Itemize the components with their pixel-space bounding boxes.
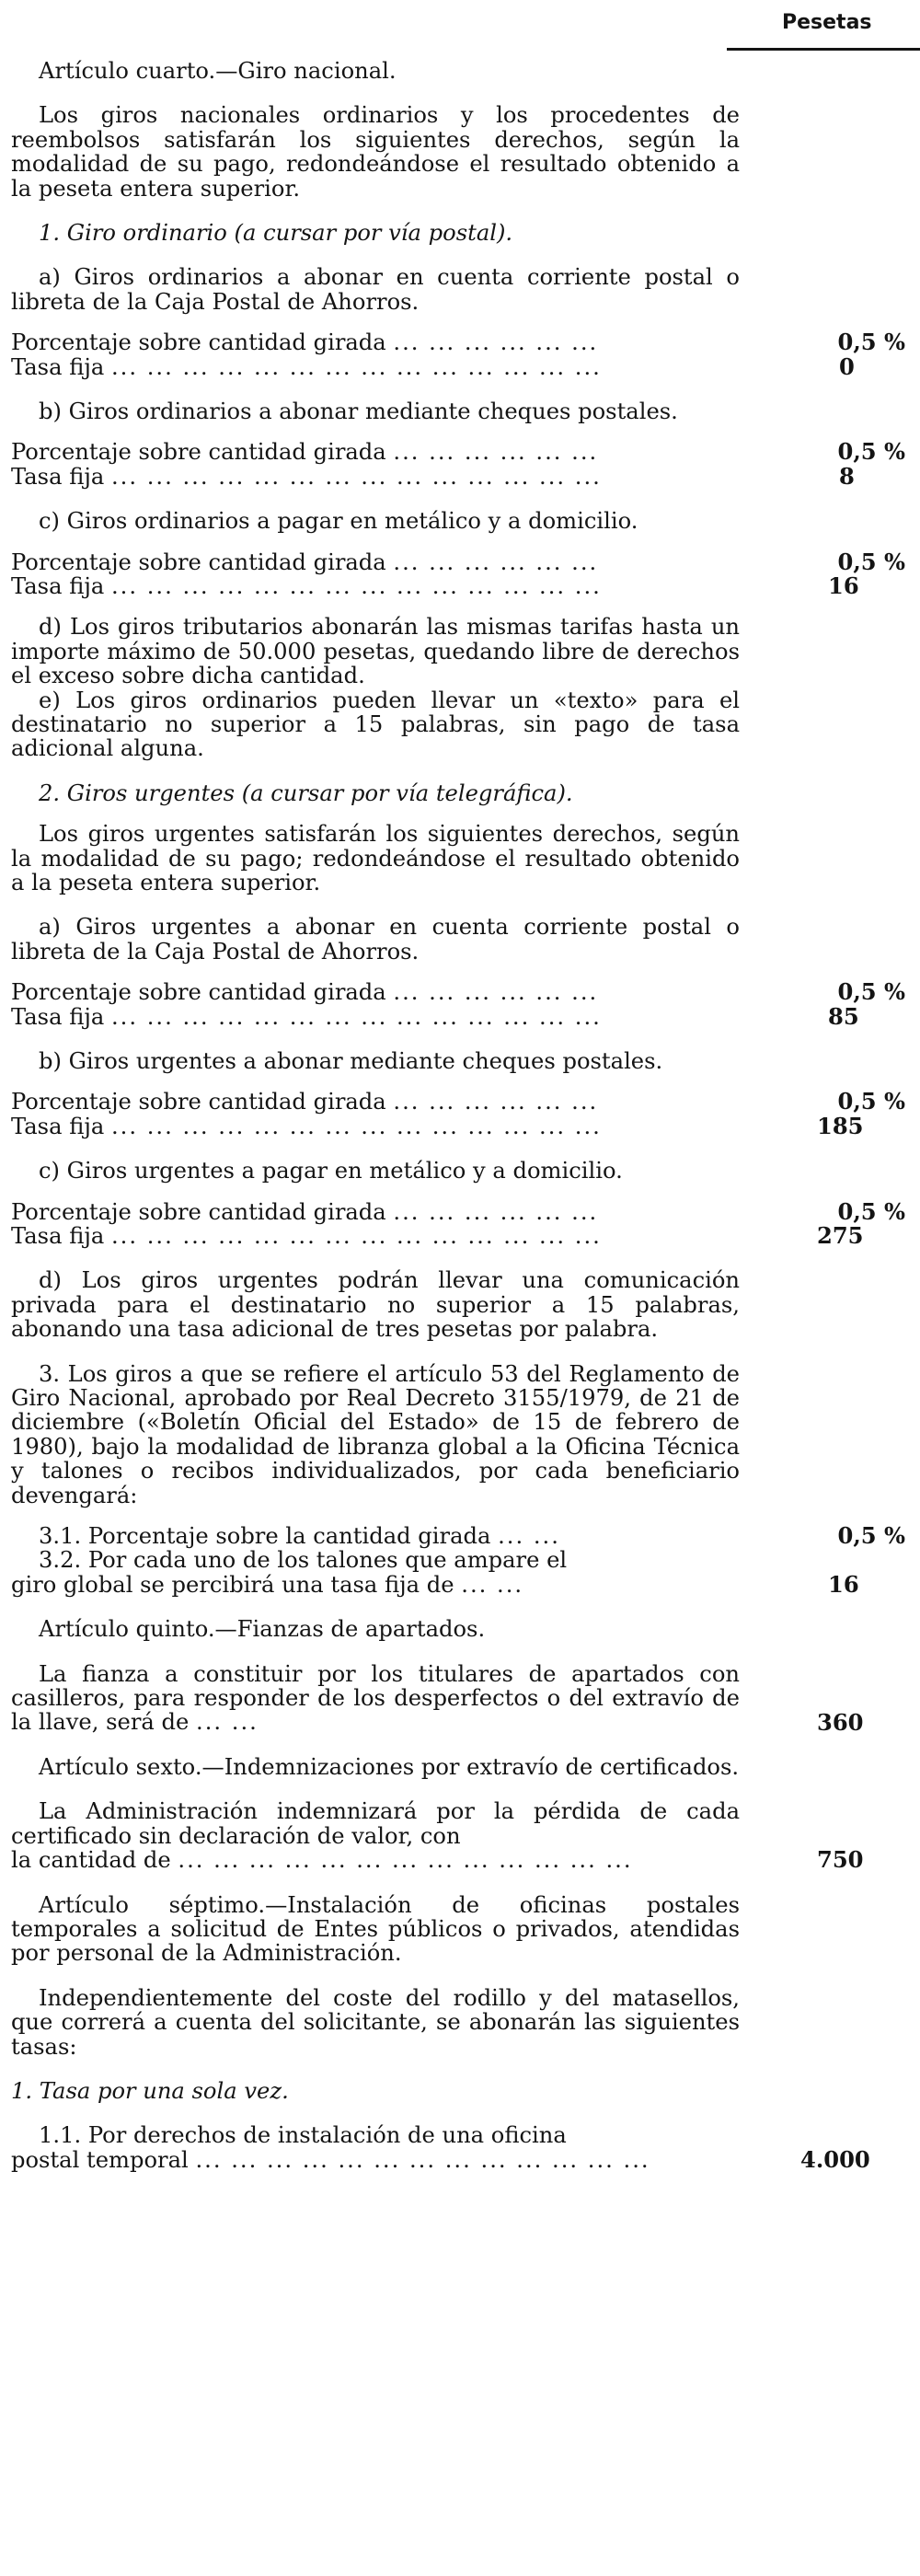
s3-2-value: 16 (828, 1570, 859, 1598)
art7-intro: Independientemente del coste del rodillo y del matasellos, que correrá a cuenta del solicitante, se abonarán las siguientes tasas: (11, 1984, 740, 2060)
s1b-pct-value: 0,5 % (837, 438, 905, 466)
s2a-pct-row: Porcentaje sobre cantidad girada ... ... ... ... ... ... 0,5 % (11, 978, 905, 1006)
art4-intro: Los giros nacionales ordinarios y los procedentes de reembolsos satisfarán los siguientes derechos, según la modalidad de su pago, redondeándose el resultado obtenido a la peseta entera superior. (11, 102, 740, 202)
art6-title: Artículo sexto.—Indemnizaciones por extravío de certificados. (39, 1753, 740, 1780)
art4-s2-intro: Los giros urgentes satisfarán los siguientes derechos, según la modalidad de su pago; redondeándose el resultado obtenido a la peseta entera superior. (11, 821, 740, 896)
s1a-pct-row: Porcentaje sobre cantidad girada ... ... ... ... ... ... 0,5 % (11, 329, 905, 356)
header-rule (727, 48, 920, 51)
s1c-pct-row: Porcentaje sobre cantidad girada ... ... ... ... ... ... 0,5 % (11, 548, 905, 575)
indemn-row: la cantidad de ... ... ... ... ... ... ... ... ... ... ... ... ... 750 (11, 1846, 864, 1874)
s2c-pct-row: Porcentaje sobre cantidad girada ... ... ... ... ... ... 0,5 % (11, 1197, 905, 1225)
s1a-fija-label: Tasa fija (11, 353, 105, 380)
art4-s1e: e) Los giros ordinarios pueden llevar un «texto» para el destinatario no superior a 15 palabras, sin pago de tasa adicional alguna. (11, 687, 740, 762)
s3-2b-row: giro global se percibirá una tasa fija de ... ... 16 (11, 1570, 859, 1598)
s2c-fija-row: Tasa fija ... ... ... ... ... ... ... ... ... ... ... ... ... ... 275 (11, 1222, 864, 1250)
s1c-fija-value: 16 (828, 572, 859, 600)
s2b-pct-value: 0,5 % (837, 1088, 905, 1115)
art7-s1-title (11, 2079, 740, 2103)
s1b-pct-label: Porcentaje sobre cantidad girada (11, 439, 386, 466)
s3-2b-label: giro global se percibirá una tasa fija de (11, 1571, 454, 1598)
art4-s1d: d) Los giros tributarios abonarán las mismas tarifas hasta un importe máximo de 50.000 pesetas, quedando libre de derechos el exceso sobre dicha cantidad. (11, 614, 740, 689)
art7-s1-title-text: 1. Tasa por una sola vez. (11, 2077, 289, 2104)
s1c-pct-label: Porcentaje sobre cantidad girada (11, 549, 386, 575)
art4-s1-title (11, 221, 740, 245)
s2a-fija-value: 85 (828, 1002, 859, 1030)
s3-2a-label: 3.2. Por cada uno de los talones que ampare el (39, 1547, 568, 1574)
s1a-pct-label: Porcentaje sobre cantidad girada (11, 329, 386, 356)
s2c-fija-label: Tasa fija (11, 1223, 105, 1250)
s2a-pct-value: 0,5 % (837, 978, 905, 1006)
art4-s2d: d) Los giros urgentes podrán llevar una comunicación privada para el destinatario no superior a 15 palabras, abonando una tasa adicional de tres pesetas por palabra. (11, 1267, 740, 1343)
art4-title: Artículo cuarto.—Giro nacional. (39, 58, 397, 84)
document-body (11, 53, 920, 2172)
s1b-fija-value: 8 (839, 462, 855, 490)
s2b-fija-label: Tasa fija (11, 1113, 105, 1139)
s3-1-label: 3.1. Porcentaje sobre la cantidad girada (39, 1523, 491, 1550)
s2b-pct-label: Porcentaje sobre cantidad girada (11, 1089, 386, 1115)
s2a-fija-row: Tasa fija ... ... ... ... ... ... ... ... ... ... ... ... ... ... 85 (11, 1002, 859, 1030)
art7-s11a: 1.1. Por derechos de instalación de una oficina (39, 2122, 567, 2149)
art6-text-b: la cantidad de (11, 1847, 171, 1874)
s3-1-value: 0,5 % (837, 1522, 905, 1550)
s2b-fija-row: Tasa fija ... ... ... ... ... ... ... ... ... ... ... ... ... ... 185 (11, 1112, 864, 1139)
art5-text-body: La fianza a constituir por los titulares de apartados con casilleros, para responder de los desperfectos o del extravío de la llave, será de (11, 1660, 740, 1736)
art4-s1-title-text: 1. Giro ordinario (a cursar por vía postal). (39, 220, 513, 247)
s3-1-row: 3.1. Porcentaje sobre la cantidad girada ... ... 0,5 % (39, 1522, 905, 1550)
s2a-fija-label: Tasa fija (11, 1003, 105, 1030)
indemn-value: 750 (817, 1846, 864, 1874)
art4-s1b: b) Giros ordinarios a abonar mediante cheques postales. (39, 399, 678, 425)
tasa-inst-row: postal temporal ... ... ... ... ... ... ... ... ... ... ... ... ... 4.000 (11, 2145, 870, 2173)
art4-s2c: c) Giros urgentes a pagar en metálico y a domicilio. (39, 1158, 623, 1184)
s1a-fija-value: 0 (839, 352, 855, 380)
art4-s1a: a) Giros ordinarios a abonar en cuenta corriente postal o libreta de la Caja Postal de Ahorros. (11, 264, 740, 315)
s3-2a-row (11, 1548, 920, 1572)
fianza-value: 360 (817, 1708, 864, 1736)
art4-s2a: a) Giros urgentes a abonar en cuenta corriente postal o libreta de la Caja Postal de Ahorros. (11, 914, 740, 965)
art4-s1c: c) Giros ordinarios a pagar en metálico y a domicilio. (39, 508, 638, 535)
s2c-pct-label: Porcentaje sobre cantidad girada (11, 1198, 386, 1225)
s1b-fija-row: Tasa fija ... ... ... ... ... ... ... ... ... ... ... ... ... ... 8 (11, 462, 855, 490)
art7-s11a-row (11, 2123, 920, 2147)
s2b-pct-row: Porcentaje sobre cantidad girada ... ... ... ... ... ... 0,5 % (11, 1088, 905, 1115)
art5-text: La fianza a constituir por los titulares de apartados con casilleros, para responder de los desperfectos o del extravío de la llave, será de ... ... (11, 1660, 740, 1736)
art4-s2b: b) Giros urgentes a abonar mediante cheques postales. (39, 1048, 663, 1075)
s1b-pct-row: Porcentaje sobre cantidad girada ... ... ... ... ... ... 0,5 % (11, 438, 905, 466)
column-title: Pesetas (782, 11, 872, 34)
art7-s11b: postal temporal (11, 2146, 189, 2173)
s2a-pct-label: Porcentaje sobre cantidad girada (11, 979, 386, 1006)
fianza-row (11, 1708, 920, 1736)
tasa-inst-value: 4.000 (800, 2145, 870, 2173)
s2c-fija-value: 275 (817, 1222, 864, 1250)
art5-title: Artículo quinto.—Fianzas de apartados. (39, 1616, 486, 1643)
s1a-fija-row: Tasa fija ... ... ... ... ... ... ... ... ... ... ... ... ... ... 0 (11, 352, 855, 380)
s1a-pct-value: 0,5 % (837, 329, 905, 356)
art7-title: Artículo séptimo.—Instalación de oficinas postales temporales a solicitud de Entes públicos o privados, atendidas por personal de la Administración. (11, 1891, 740, 1967)
s1b-fija-label: Tasa fija (11, 463, 105, 490)
s1c-pct-value: 0,5 % (837, 548, 905, 575)
art4-s2-title-text: 2. Giros urgentes (a cursar por vía telegráfica). (39, 780, 573, 806)
art4-s3: 3. Los giros a que se refiere el artículo 53 del Reglamento de Giro Nacional, aprobado por Real Decreto 3155/1979, de 21 de diciembre («Boletín Oficial del Estado» de 15 de febrero de 1980), bajo la modalidad de libranza global a la Oficina Técnica y talones o recibos individualizados, por cada beneficiario devengará: (11, 1360, 740, 1508)
s1c-fija-row: Tasa fija ... ... ... ... ... ... ... ... ... ... ... ... ... ... 16 (11, 572, 859, 600)
art4-s2-title (11, 781, 740, 805)
s1c-fija-label: Tasa fija (11, 573, 105, 600)
s2c-pct-value: 0,5 % (837, 1197, 905, 1225)
art6-text-a: La Administración indemnizará por la pérdida de cada certificado sin declaración de valor, con (11, 1798, 740, 1849)
s2b-fija-value: 185 (817, 1112, 864, 1139)
